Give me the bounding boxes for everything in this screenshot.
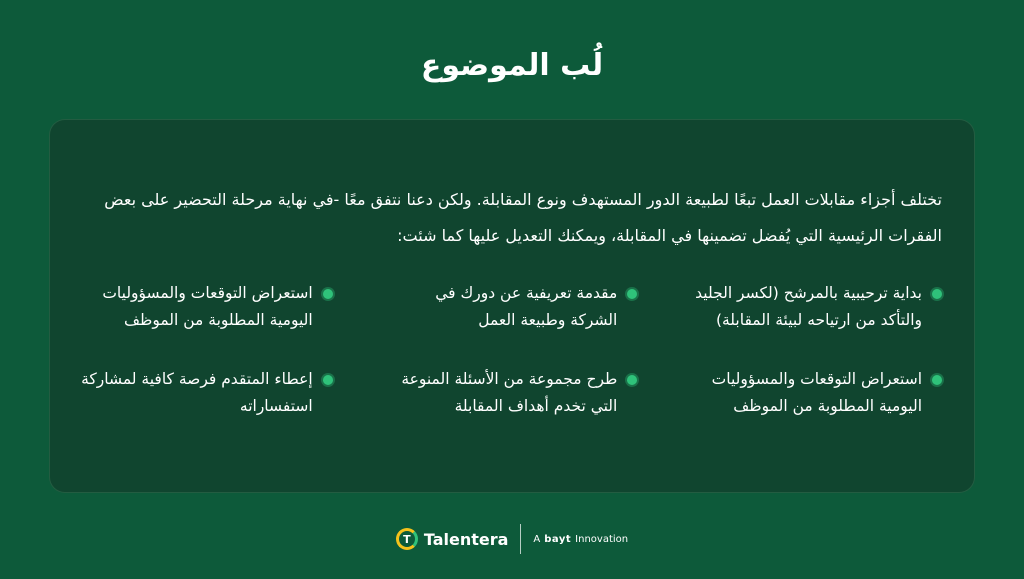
- list-item-text: مقدمة تعريفية عن دورك في الشركة وطبيعة العمل: [435, 284, 618, 329]
- bullet-icon: [932, 375, 942, 385]
- bullet-icon: [627, 375, 637, 385]
- footer-branding: [0, 522, 1024, 556]
- list-item-text: استعراض التوقعات والمسؤوليات اليومية المطلوبة من الموظف: [102, 284, 313, 329]
- intro-paragraph: تختلف أجزاء مقابلات العمل تبعًا لطبيعة الدور المستهدف ونوع المقابلة. ولكن دعنا نتفق معًا -في نهاية مرحلة التحضير على بعض الفقرات الرئيسية التي يُفضل تضمينها في المقابلة، ويمكنك التعديل عليها كما شئت:: [104, 190, 942, 245]
- brand-name: Talentera: [423, 529, 509, 549]
- list-item: [80, 366, 333, 420]
- list-item: [385, 366, 638, 420]
- page-title: لُب الموضوع: [420, 48, 604, 83]
- tagline-suffix: Innovation: [575, 533, 629, 545]
- list-item: [689, 280, 942, 334]
- list-item: [689, 366, 942, 420]
- tagline: [533, 534, 628, 545]
- items-grid: [80, 280, 942, 420]
- logo-letter: T: [403, 532, 411, 546]
- tagline-prefix: A: [533, 533, 541, 545]
- list-item-text: إعطاء المتقدم فرصة كافية لمشاركة استفساراته: [81, 370, 313, 415]
- bullet-icon: [323, 289, 333, 299]
- bullet-icon: [627, 289, 637, 299]
- list-item-text: بداية ترحيبية بالمرشح (لكسر الجليد والتأكد من ارتياحه لبيئة المقابلة): [695, 284, 922, 329]
- content-card: [49, 119, 975, 493]
- bullet-icon: [932, 289, 942, 299]
- list-item: [80, 280, 333, 334]
- footer-divider: [520, 524, 521, 554]
- bullet-icon: [323, 375, 333, 385]
- talentera-logo-icon: [396, 528, 418, 550]
- bayt-logo: bayt: [544, 533, 572, 545]
- list-item-text: استعراض التوقعات والمسؤوليات اليومية المطلوبة من الموظف: [711, 370, 922, 415]
- list-item: [385, 280, 638, 334]
- list-item-text: طرح مجموعة من الأسئلة المنوعة التي تخدم أهداف المقابلة: [401, 370, 618, 415]
